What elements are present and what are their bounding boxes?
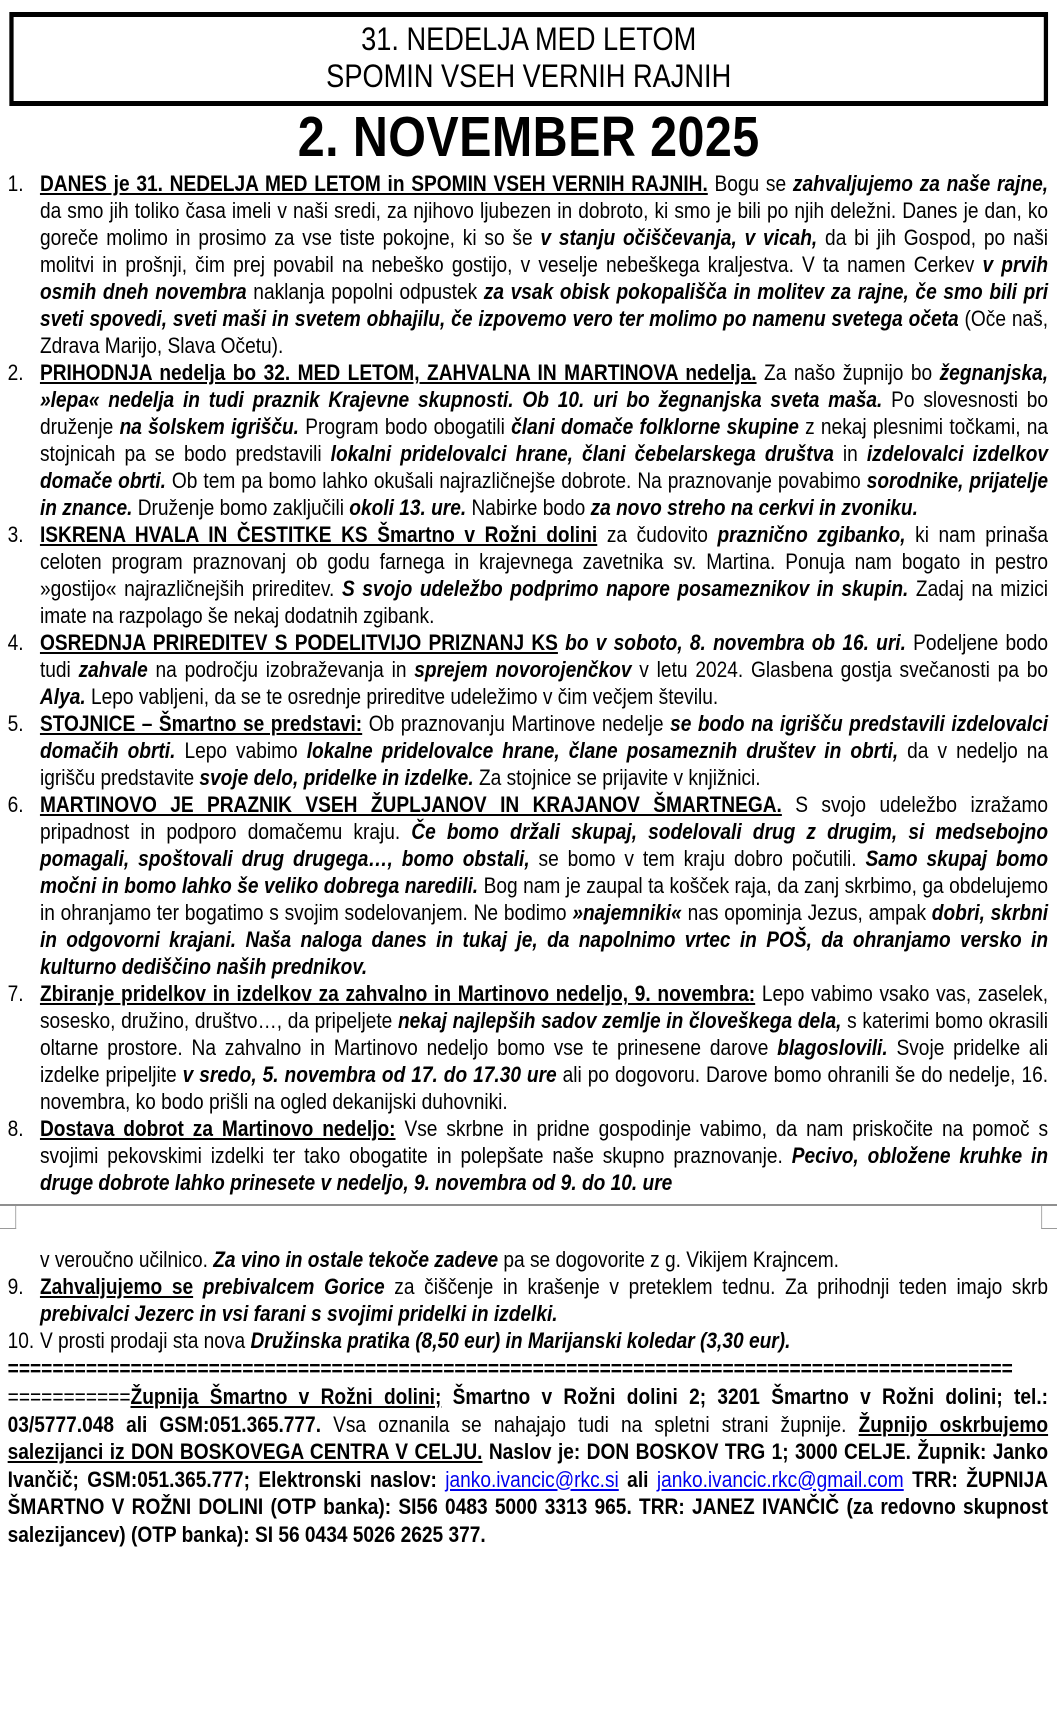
page-corner-left [0,1206,16,1229]
text-segment: Družinska pratika (8,50 eur) in Marijanski koledar (3,30 eur). [250,1328,791,1353]
text-segment: da bi jih Gospod, po naši molitvi in prošnji, čim prej povabil na nebeško gostijo, v veselje nebeškega kraljestva. V ta namen Cerkev [39,225,1049,277]
text-segment: ki nam prinaša celoten program praznovanj ob godu farnega in krajevnega zavetnika sv. Martina. Ponuja nam bogato in pestro »gostijo« najrazličnejših prireditev. [39,522,1049,601]
text-segment: s katerimi bomo okrasili oltarne prostore. Na zahvalno in Martinovo nedeljo bomo vse te prinesene darove [39,1008,1049,1060]
bulletin-page [0,12,1057,1548]
text-segment: Župnijo oskrbujemo salezijanci iz DON BOSKOVEGA CENTRA V CELJU. [7,1411,1049,1464]
text-segment: sprejem novorojenčkov [414,657,632,682]
text-segment: »najemniki« [572,900,682,925]
item-number: 9. [7,1274,24,1299]
text-segment: Samo skupaj bomo močni in bomo lahko še veliko dobrega naredili. [39,846,1049,898]
text-segment: lokalne pridelovalce hrane, člane posameznih društev in obrti, [306,738,899,763]
text-segment: ali po dogovoru. Darove bomo ohranili še do nedelje, 16. novembra, ko bodo prišli na ogled dekanijski duhovniki. [39,1062,1049,1114]
text-segment: lokalni pridelovalci hrane, člani čebelarskega društva [330,441,834,466]
item-text [40,630,1048,709]
text-segment: za novo streho na cerkvi in zvoniku. [590,495,918,520]
email-link-gmail[interactable]: janko.ivancic.rkc@gmail.com [656,1466,904,1492]
bulletin-item-10 [8,1327,1048,1354]
text-segment: blagoslovili. [777,1035,888,1060]
text-segment: Zadaj na mizici imate na razpolago še nekaj dodatnih zgibank. [39,576,1049,628]
email-link-rkc[interactable]: janko.ivancic@rkc.si [445,1466,619,1492]
text-segment: nas opominja Jezus, ampak [681,900,932,925]
text-segment: v stanju očiščevanja, v vicah, [540,225,818,250]
title-line-2: SPOMIN VSEH VERNIH RAJNIH [326,58,732,94]
text-segment: (Oče naš, Zdrava Marijo, Slava Očetu). [39,306,1049,358]
text-segment: MARTINOVO JE PRAZNIK VSEH ŽUPLJANOV IN KRAJANOV ŠMARTNEGA. [39,792,782,817]
item-number: 5. [7,711,24,736]
text-segment: nekaj najlepših sadov zemlje in človeškega dela, [397,1008,842,1033]
text-segment: z nekaj plesnimi točkami, na stojnicah pa se bodo predstavili [39,414,1049,466]
item-number: 4. [7,630,24,655]
text-segment: se bodo na igrišču predstavili izdelovalci domačih obrti. [39,711,1049,763]
item-number: 6. [7,792,24,817]
announcement-list [8,170,1048,1548]
item-text [40,792,1048,979]
text-segment: na šolskem igrišču. [119,414,300,439]
text-segment: zahvale [78,657,148,682]
separator-line: ========================================================================================== [7,1356,1013,1381]
text-segment: Zahvaljujemo se [39,1274,194,1299]
text-segment: ali [618,1466,657,1492]
text-segment: za čiščenje in krašenje v preteklem tednu. Za prihodnji teden imajo skrb [384,1274,1049,1299]
item-number: 2. [7,360,24,385]
text-segment: Če bomo držali skupaj, sodelovali drug z drugim, si medsebojno pomagali, spoštovali drug drugega…, bomo obstali, [39,819,1049,871]
text-segment: v prvih osmih dneh novembra [39,252,1049,304]
text-segment: praznično zgibanko, [717,522,906,547]
text-segment: OSREDNJA PRIREDITEV S PODELITVIJO PRIZNANJ KS [39,630,558,655]
item-text [40,171,1048,358]
text-segment: Za vino in ostale tekoče zadeve [213,1247,499,1272]
bulletin-item-8 [8,1115,1048,1196]
text-segment: naklanja popolni odpustek [246,279,484,304]
bulletin-item-7 [8,980,1048,1115]
text-segment: Ob tem pa bomo lahko okušali najrazličnejše dobrote. Na praznovanje povabimo [165,468,867,493]
text-segment: Vsa oznanila se nahajajo tudi na spletni strani župnije. [321,1411,859,1437]
title-line-1: 31. NEDELJA MED LETOM [361,21,697,57]
text-segment: Šmartno v Rožni dolini 2; 3201 Šmartno v Rožni dolini; tel.: 03/5777.048 ali GSM:051.365.777. [7,1384,1049,1437]
text-segment: da smo jih toliko časa imeli v naši sredi, za njihovo ljubezen in dobroto, ki smo je bili po njih deležni. Danes je dan, ko goreče molimo in prosimo za vse tiste pokojne, ki so še [39,198,1049,250]
item-text [40,1328,790,1353]
text-segment: Dostava dobrot za Martinovo nedeljo: [39,1116,396,1141]
text-segment: Svoje pridelke ali izdelke pripeljite [39,1035,1049,1087]
text-segment: Lepo vabimo vsako vas, zaselek, sosesko, družino, društvo…, da pripeljete [39,981,1049,1033]
text-segment: Nabirke bodo [466,495,591,520]
item-text [40,1247,839,1272]
bulletin-item-1 [8,170,1048,359]
text-segment: in [833,441,867,466]
item-number: 8. [7,1116,24,1141]
text-segment: Za stojnice se prijavite v knjižnici. [473,765,761,790]
text-segment: S svojo udeležbo podprimo napore posameznikov in skupin. [341,576,909,601]
item-text [40,711,1048,790]
item-text [40,360,1048,520]
text-segment: Naslov je: DON BOSKOV TRG 1; 3000 CELJE. Župnik: Janko Ivančič; GSM:051.365.777; Elektronski naslov: [7,1439,1049,1492]
item-text [40,522,1048,628]
text-segment: izdelovalci izdelkov domače obrti. [39,441,1049,493]
item-text [40,981,1048,1114]
text-segment: Podeljene bodo tudi [39,630,1049,682]
bulletin-item-5 [8,710,1048,791]
text-segment: ISKRENA HVALA IN ČESTITKE KS Šmartno v Rožni dolini [39,522,598,547]
title-box [9,12,1048,106]
bulletin-item-2 [8,359,1048,521]
item-text [40,1274,1048,1326]
text-segment: za čudovito [597,522,718,547]
text-segment: =========== [7,1384,131,1409]
text-segment: Alya. [39,684,86,709]
text-segment: Za našo župnijo bo [756,360,940,385]
text-segment: Lepo vabljeni, da se te osrednje prireditve udeležimo v čim večjem številu. [85,684,719,709]
text-segment: v sredo, 5. novembra od 17. do 17.30 ure [182,1062,557,1087]
text-segment: sorodnike, prijatelje in znance. [39,468,1049,520]
text-segment: zahvaljujemo za naše rajne, [792,171,1049,196]
item-number: 7. [7,981,24,1006]
bulletin-item-3 [8,521,1048,629]
bulletin-item-8-continuation [8,1246,1048,1273]
text-segment: Lepo vabimo [175,738,307,763]
item-number: 1. [7,171,24,196]
text-segment: v letu 2024. Glasbena gostja svečanosti pa bo [631,657,1049,682]
text-segment: DANES je 31. NEDELJA MED LETOM in SPOMIN VSEH VERNIH RAJNIH. [39,171,708,196]
text-segment: v veroučno učilnico. [39,1247,214,1272]
text-segment: dobri, skrbni in odgovorni krajani. Naša naloga danes in tukaj je, da napolnimo vrtec in POŠ, da ohranjamo versko in kulturno dediščino naših prednikov. [39,900,1049,979]
text-segment: prebivalcem Gorice [193,1274,385,1299]
text-segment: žegnanjska, »lepa« nedelja in tudi praznik Krajevne skupnosti. Ob 10. uri bo žegnanjska sveta maša. [39,360,1049,412]
item-text [40,1116,1048,1195]
text-segment: za vsak obisk pokopališča in molitev za rajne, če smo bili pri sveti spovedi, sveti maši in svetem obhajilu, če izpovemo vero ter molimo po namenu svetega očeta [39,279,1049,331]
text-segment: V prosti prodaji sta nova [39,1328,251,1353]
bulletin-item-4 [8,629,1048,710]
text-segment: TRR: ŽUPNIJA ŠMARTNO V ROŽNI DOLINI (OTP banka): SI56 0483 5000 3313 965. TRR: JANEZ IVANČIČ (za redovno skupnost salezijancev) (OTP banka): SI 56 0434 5026 2625 377. [7,1466,1049,1547]
text-segment: S svojo udeležbo izražamo pripadnost in podporo domačemu kraju. [39,792,1049,844]
text-segment: Župnija Šmartno v Rožni dolini; [130,1384,442,1409]
text-segment: se bomo v tem kraju dobro počutili. [529,846,866,871]
text-segment: Bogu se [707,171,793,196]
page-corner-right [1041,1206,1057,1229]
text-segment: člani domače folklorne skupine [511,414,799,439]
text-segment: na področju izobraževanja in [147,657,415,682]
text-segment: Pecivo, obložene kruhke in druge dobrote lahko prinesete v nedeljo, 9. novembra od 9. do 10. ure [39,1143,1049,1195]
page-break [8,1204,1048,1244]
bulletin-item-6 [8,791,1048,980]
text-segment: Po slovesnosti bo druženje [39,387,1049,439]
date-heading: 2. NOVEMBER 2025 [297,105,760,169]
item-number: 10. [7,1328,35,1353]
bulletin-item-9 [8,1273,1048,1327]
text-segment: Bog nam je zaupal ta košček raja, da zanj skrbimo, ga obdelujemo in ohranjamo ter bogatimo s svojim sodelovanjem. Ne bodimo [39,873,1049,925]
item-number: 3. [7,522,24,547]
text-segment: STOJNICE – Šmartno se predstavi: [39,711,363,736]
page-break-line [0,1204,1057,1206]
text-segment: prebivalci Jezerc in vsi farani s svojimi pridelki in izdelki. [39,1301,558,1326]
text-segment: Ob praznovanju Martinove nedelje [362,711,671,736]
text-segment: PRIHODNJA nedelja bo 32. MED LETOM, ZAHVALNA IN MARTINOVA nedelja. [39,360,757,385]
text-segment: bo v soboto, 8. novembra ob 16. uri. [557,630,906,655]
text-segment: Zbiranje pridelkov in izdelkov za zahvalno in Martinovo nedeljo, 9. novembra: [39,981,756,1006]
text-segment: Program bodo obogatili [299,414,512,439]
text-segment: Vse skrbne in pridne gospodinje vabimo, da nam priskočite na pomoč s svojimi pekovskimi izdelki ter tako obogatite in polepšate naše skupno praznovanje. [39,1116,1049,1168]
text-segment: pa se dogovorite z g. Vikijem Krajncem. [498,1247,839,1272]
footer-contact-block [8,1383,1048,1548]
text-segment: okoli 13. ure. [349,495,467,520]
text-segment: Druženje bomo zaključili [132,495,350,520]
text-segment: da v nedeljo na igrišču predstavite [39,738,1049,790]
text-segment: svoje delo, pridelke in izdelke. [199,765,474,790]
